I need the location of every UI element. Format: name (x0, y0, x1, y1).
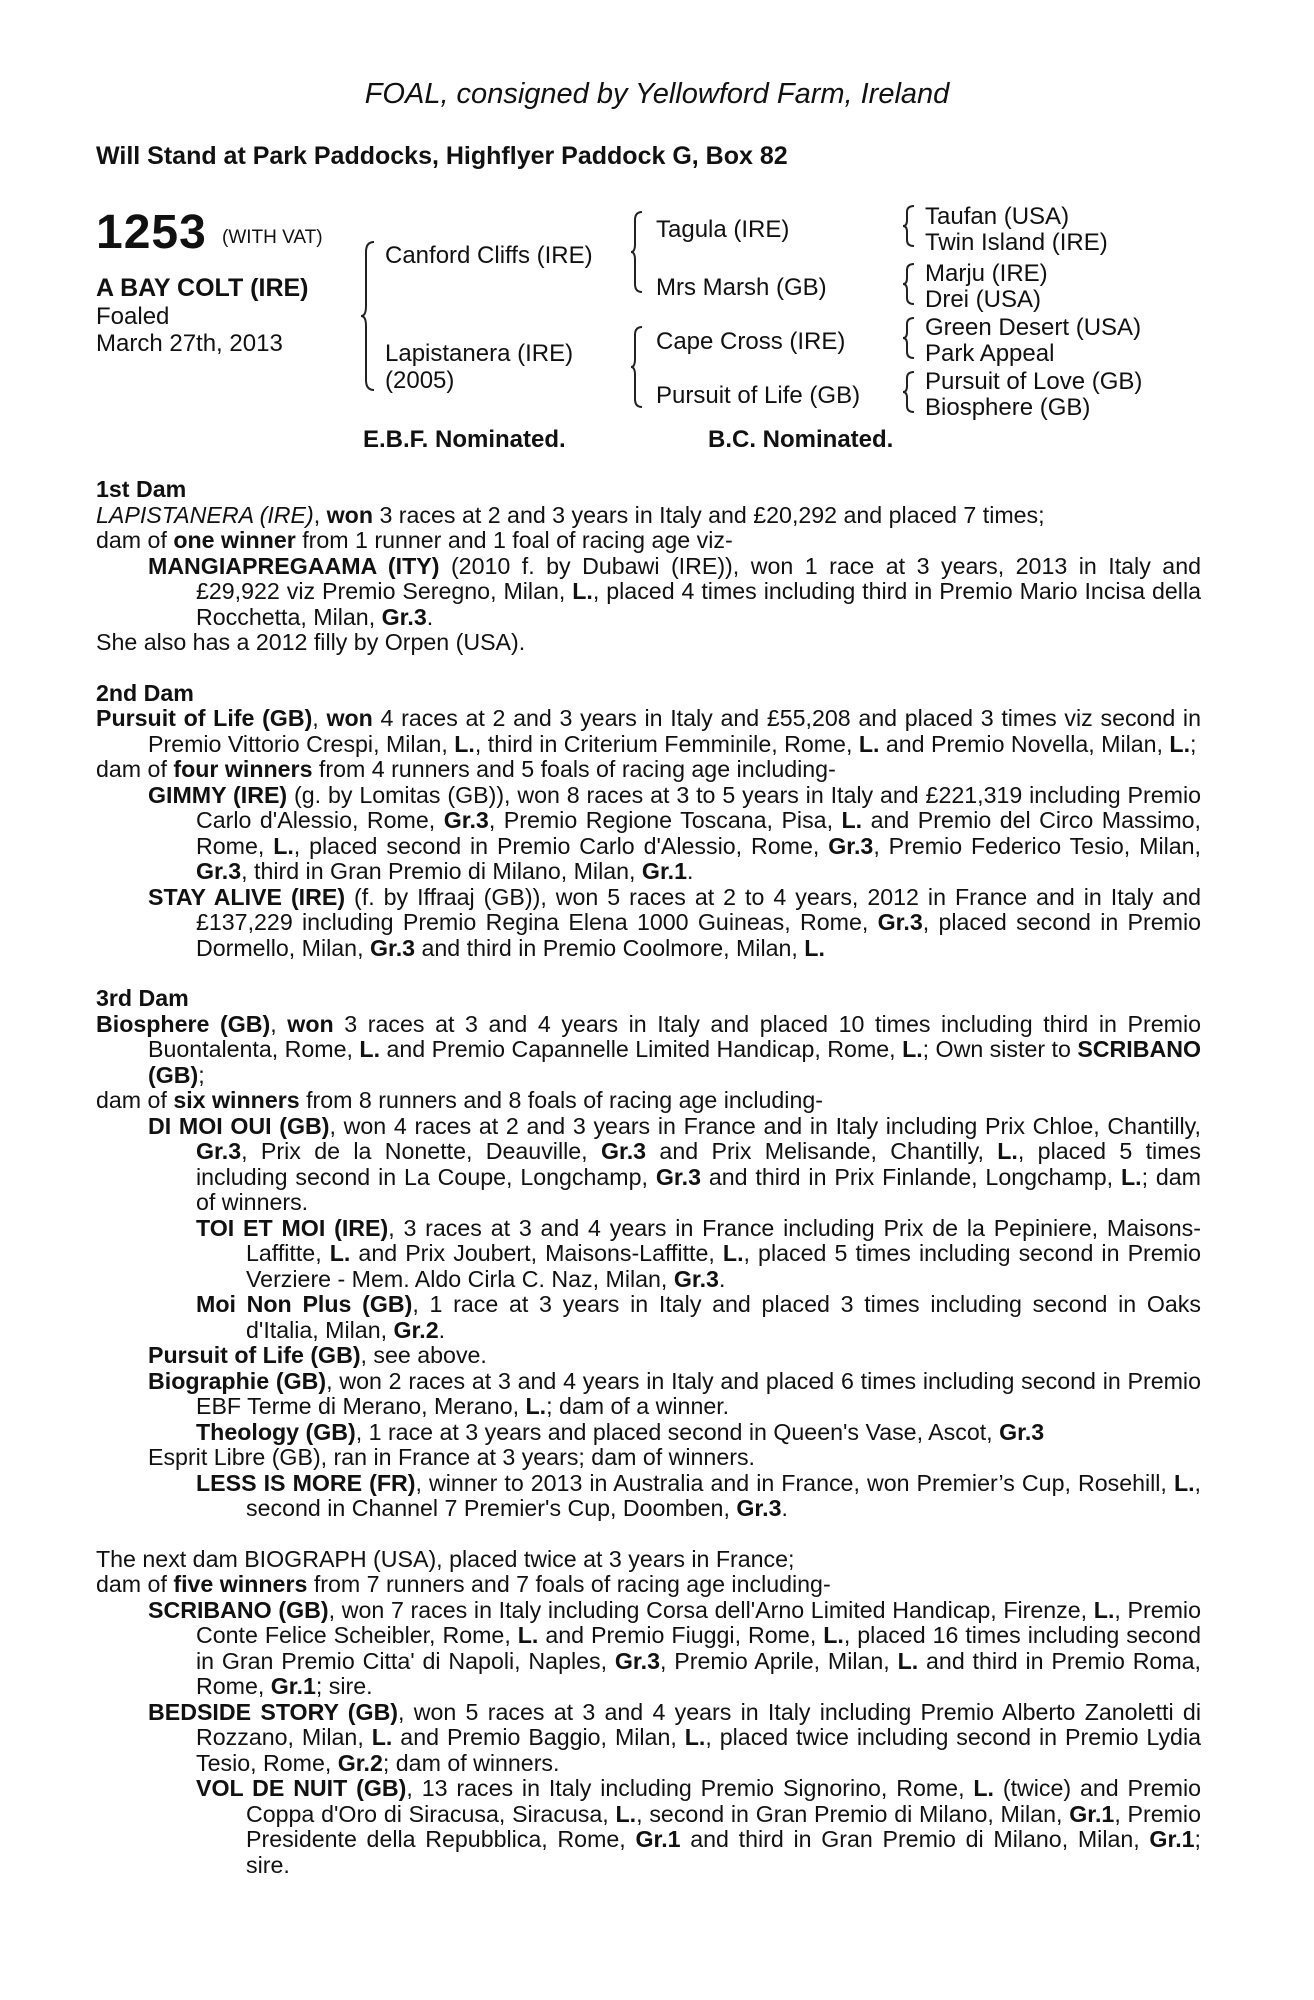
pedigree-brace-sd (902, 262, 916, 306)
pedigree-brace-main (360, 240, 376, 392)
pedigree-dss: Green Desert (USA) (925, 314, 1142, 341)
pedigree-ssd: Twin Island (IRE) (925, 229, 1108, 256)
next-dam-record: The next dam BIOGRAPH (USA), placed twice at 3 years in France; (96, 1545, 795, 1572)
catalogue-body (96, 477, 1201, 1878)
progeny-moi-non-plus: Moi Non Plus (GB), 1 race at 3 years in Italy and placed 3 times including second in Oaks d'Italia, Milan, Gr.2. (196, 1291, 1201, 1343)
first-dam-note: She also has a 2012 filly by Orpen (USA). (96, 629, 526, 655)
horse-name: A BAY COLT (IRE) (96, 274, 309, 302)
third-dam-heading: 3rd Dam (96, 985, 189, 1011)
progeny-bedside-story: BEDSIDE STORY (GB), won 5 races at 3 and 4 years in Italy including Premio Alberto Zanoletti di Rozzano, Milan, L. and Premio Baggio, Milan, L., placed twice including second in Premio Lydia Tesio, Rome, Gr.2; dam of winners. (148, 1698, 1202, 1776)
pedigree-sire-dam: Mrs Marsh (GB) (656, 274, 827, 301)
progeny-stay-alive: STAY ALIVE (IRE) (f. by Iffraaj (GB)), won 5 races at 2 to 4 years, 2012 in France and in Italy and £137,229 including Premio Regina Elena 1000 Guineas, Rome, Gr.3, placed second in Premio Dormello, Milan, Gr.3 and third in Premio Coolmore, Milan, L. (148, 883, 1201, 961)
pedigree-dds: Pursuit of Love (GB) (925, 368, 1143, 395)
progeny-scribano: SCRIBANO (GB), won 7 races in Italy including Corsa dell'Arno Limited Handicap, Firenze, L., Premio Conte Felice Scheibler, Rome, L. and Premio Fiuggi, Rome, L., placed 16 times including second in Gran Premio Citta' di Napoli, Naples, Gr.3, Premio Aprile, Milan, L. and third in Premio Roma, Rome, Gr.1; sire. (148, 1596, 1201, 1699)
pedigree-dam: Lapistanera (IRE) (385, 340, 574, 367)
stand-location: Will Stand at Park Paddocks, Highflyer Paddock G, Box 82 (96, 142, 788, 170)
pedigree-brace-ds (902, 316, 916, 360)
pedigree-dam-year: (2005) (385, 367, 455, 394)
foaled-date: March 27th, 2013 (96, 330, 283, 357)
progeny-toi-et-moi: TOI ET MOI (IRE), 3 races at 3 and 4 years in France including Prix de la Pepiniere, Maisons-Laffitte, L. and Prix Joubert, Maisons-Laffitte, L., placed 5 times including second in Premio Verziere - Mem. Aldo Cirla C. Naz, Milan, Gr.3. (196, 1214, 1202, 1292)
pedigree-ddd: Biosphere (GB) (925, 394, 1091, 421)
third-dam-record: Biosphere (GB), won 3 races at 3 and 4 years in Italy and placed 10 times including third in Premio Buontalenta, Rome, L. and Premio Capannelle Limited Handicap, Rome, L.; Own sister to SCRIBANO (GB); (96, 1010, 1202, 1088)
progeny-pursuit-of-life: Pursuit of Life (GB), see above. (148, 1342, 487, 1368)
pedigree-sire: Canford Cliffs (IRE) (385, 242, 593, 269)
third-dam-produce-summary: dam of six winners from 8 runners and 8 foals of racing age including- (96, 1087, 823, 1113)
pedigree-brace-ss (902, 204, 916, 248)
second-dam-produce-summary: dam of four winners from 4 runners and 5 foals of racing age including- (96, 756, 836, 782)
progeny-less-is-more: LESS IS MORE (FR), winner to 2013 in Australia and in France, won Premier’s Cup, Rosehill, L., second in Channel 7 Premier's Cup, Doomben, Gr.3. (196, 1469, 1201, 1521)
first-dam-record: LAPISTANERA (IRE), won 3 races at 2 and 3 years in Italy and £20,292 and placed 7 times; (96, 501, 1045, 528)
second-dam-heading: 2nd Dam (96, 679, 194, 706)
bc-nominated: B.C. Nominated. (708, 426, 894, 453)
progeny-biographie: Biographie (GB), won 2 races at 3 and 4 years in Italy and placed 6 times including second in Premio EBF Terme di Merano, Merano, L.; dam of a winner. (148, 1367, 1201, 1419)
pedigree-sss: Taufan (USA) (925, 203, 1070, 230)
second-dam-record: Pursuit of Life (GB), won 4 races at 2 and 3 years in Italy and £55,208 and placed 3 times viz second in Premio Vittorio Crespi, Milan, L., third in Criterium Femminile, Rome, L. and Premio Novella, Milan, L.; (96, 705, 1201, 757)
page-title: FOAL, consigned by Yellowford Farm, Ireland (364, 78, 950, 110)
first-dam-produce-summary: dam of one winner from 1 runner and 1 foal of racing age viz- (96, 527, 733, 553)
pedigree-sds: Marju (IRE) (925, 260, 1048, 287)
foaled-label: Foaled (96, 303, 170, 330)
pedigree-dam-sire: Cape Cross (IRE) (656, 328, 846, 355)
pedigree-dsd: Park Appeal (925, 340, 1055, 367)
pedigree-brace-dam (630, 325, 644, 409)
pedigree-sire-sire: Tagula (IRE) (656, 216, 790, 243)
progeny-esprit-libre: Esprit Libre (GB), ran in France at 3 years; dam of winners. (148, 1444, 755, 1470)
progeny-gimmy: GIMMY (IRE) (g. by Lomitas (GB)), won 8 races at 3 to 5 years in Italy and £221,319 including Premio Carlo d'Alessio, Rome, Gr.3, Premio Regione Toscana, Pisa, L. and Premio del Circo Massimo, Rome, L., placed second in Premio Carlo d'Alessio, Rome, Gr.3, Premio Federico Tesio, Milan, Gr.3, third in Gran Premio di Milano, Milan, Gr.1. (148, 781, 1201, 884)
ebf-nominated: E.B.F. Nominated. (363, 426, 566, 453)
next-dam-produce-summary: dam of five winners from 7 runners and 7 foals of racing age including- (96, 1571, 831, 1597)
lot-number: 1253 (96, 206, 207, 259)
progeny-theology: Theology (GB), 1 race at 3 years and placed second in Queen's Vase, Ascot, Gr.3 (196, 1418, 1045, 1445)
pedigree-sdd: Drei (USA) (925, 286, 1042, 313)
pedigree-brace-sire (630, 210, 644, 294)
progeny-mangiapregaama: MANGIAPREGAAMA (ITY) (2010 f. by Dubawi (IRE)), won 1 race at 3 years, 2013 in Italy and £29,922 viz Premio Seregno, Milan, L., placed 4 times including third in Premio Mario Incisa della Rocchetta, Milan, Gr.3. (148, 552, 1201, 630)
progeny-di-moi-oui: DI MOI OUI (GB), won 4 races at 2 and 3 years in France and in Italy including Prix Chloe, Chantilly, Gr.3, Prix de la Nonette, Deauville, Gr.3 and Prix Melisande, Chantilly, L., placed 5 times including second in La Coupe, Longchamp, Gr.3 and third in Prix Finlande, Longchamp, L.; dam of winners. (148, 1112, 1202, 1215)
pedigree-brace-dd (902, 370, 916, 414)
progeny-vol-de-nuit: VOL DE NUIT (GB), 13 races in Italy including Premio Signorino, Rome, L. (twice) and Premio Coppa d'Oro di Siracusa, Siracusa, L., second in Gran Premio di Milano, Milan, Gr.1, Premio Presidente della Repubblica, Rome, Gr.1 and third in Gran Premio di Milano, Milan, Gr.1; sire. (196, 1775, 1202, 1878)
pedigree-dam-dam: Pursuit of Life (GB) (656, 382, 861, 409)
vat-label: (WITH VAT) (222, 227, 323, 248)
first-dam-heading: 1st Dam (96, 476, 187, 502)
